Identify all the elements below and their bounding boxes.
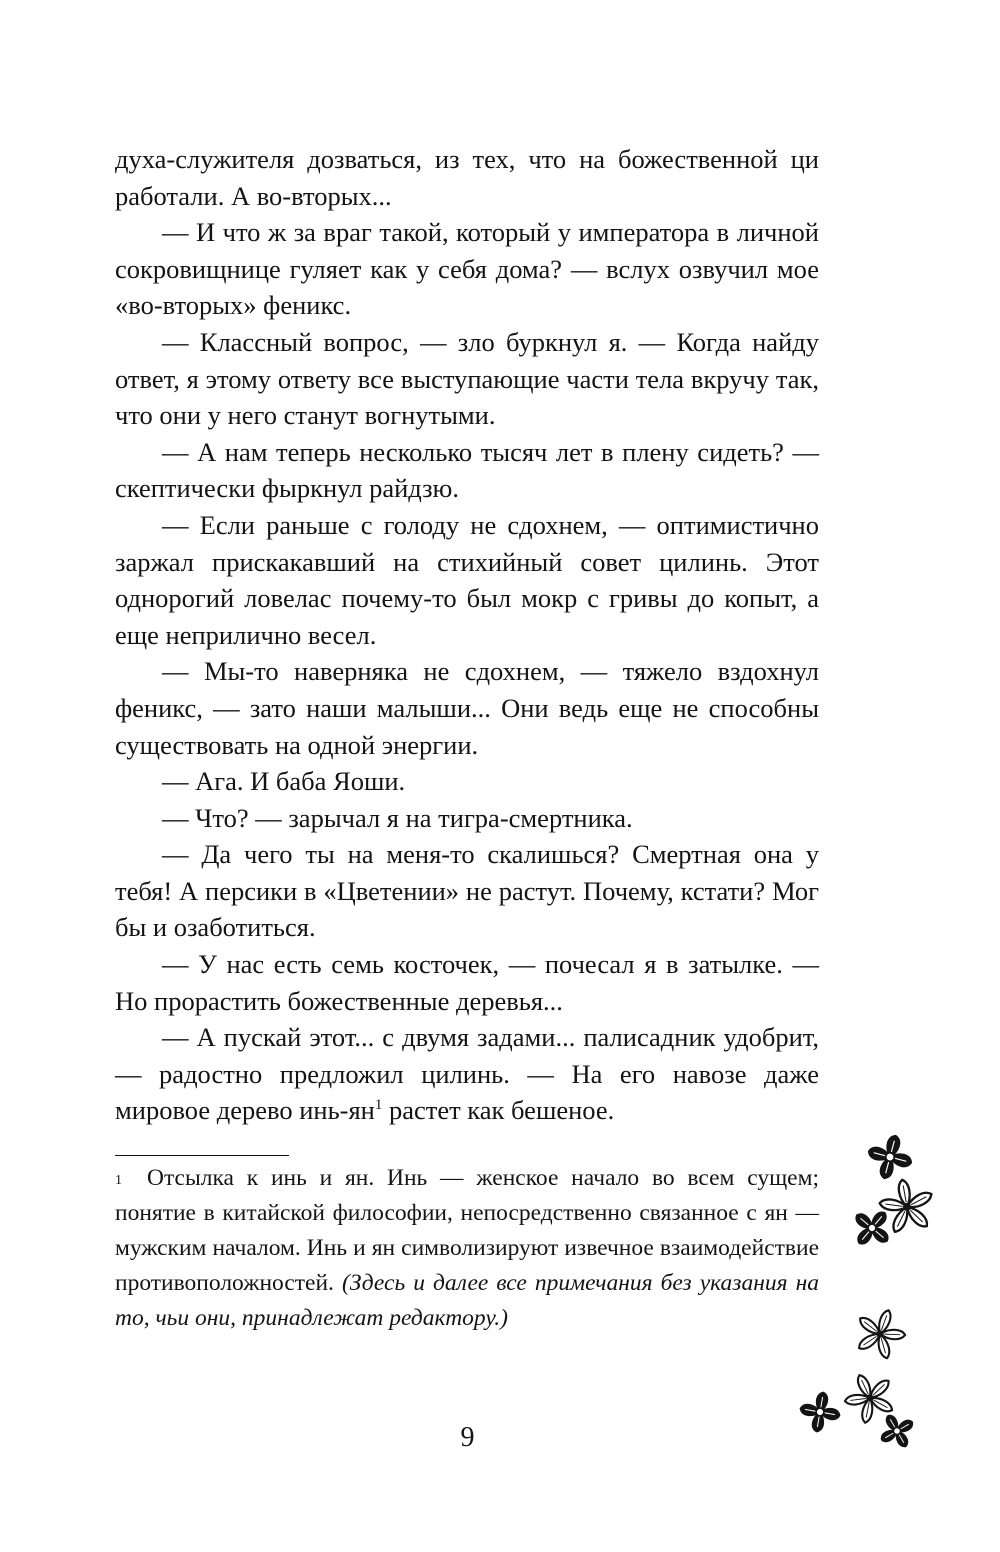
footnote-ref: 1 bbox=[374, 1097, 383, 1114]
flower-icon bbox=[848, 1302, 912, 1365]
footnote-italic-note: (Здесь и далее все примечания без указания на то, чьи они, принадлежат редактору.) bbox=[115, 1270, 819, 1331]
main-text bbox=[115, 141, 819, 1129]
flower-icon bbox=[875, 1175, 939, 1237]
paragraph: — Да чего ты на меня-то скалишься? Смертная она у тебя! А персики в «Цветении» не растут. Почему, кстати? Мог бы и озаботиться. bbox=[115, 839, 819, 943]
paragraph: — Классный вопрос, — зло буркнул я. — Когда найду ответ, я этому ответу все выступающие части тела вкручу так, что они у него станут вогнутыми. bbox=[115, 326, 819, 431]
paragraph-text: — А пускай этот... с двумя задами... палисадник удобрит, — радостно предложил цилинь. — На его навозе даже мировое дерево инь-ян bbox=[115, 1022, 819, 1126]
paragraph: — Если раньше с голоду не сдохнем, — оптимистично заржал прискакавший на стихийный совет цилинь. Этот однорогий ловелас почему-то был мокр с гривы до копыт, а еще неприлично весел. bbox=[115, 509, 819, 650]
paragraph-text-end: растет как бешеное. bbox=[382, 1095, 615, 1126]
page-number: 9 bbox=[460, 1422, 475, 1453]
paragraph: — Мы-то наверняка не сдохнем, — тяжело вздохнул феникс, — зато наши малыши... Они ведь еще не способны существовать на одной энергии. bbox=[115, 656, 819, 760]
flower-icon bbox=[863, 1130, 917, 1184]
footnote-text: Отсылка к инь и ян. Инь — женское начало во всем сущем; понятие в китайской философии, непосредственно связанное с ян — мужским началом. Инь и ян символизируют извечное взаимодействие противоположностей. bbox=[115, 1165, 819, 1296]
footnote-body bbox=[115, 1161, 819, 1336]
paragraph: — А нам теперь несколько тысяч лет в плену сидеть? — скептически фыркнул райдзю. bbox=[115, 436, 819, 504]
paragraph: — У нас есть семь косточек, — почесал я в затылке. — Но прорастить божественные деревья... bbox=[115, 949, 819, 1016]
paragraph: — Ага. И баба Яоши. bbox=[162, 766, 406, 797]
footnote bbox=[115, 1161, 819, 1336]
paragraph-with-footnote-ref bbox=[115, 1019, 819, 1129]
paragraph: духа-служителя дозваться, из тех, что на божественной ци работали. А во-вторых... bbox=[115, 144, 819, 211]
paragraph: — Что? — зарычал я на тигра-смертника. bbox=[162, 802, 633, 833]
footnote-number: 1 bbox=[115, 1173, 122, 1188]
footnote-separator bbox=[115, 1155, 289, 1156]
paragraph: — И что ж за враг такой, который у императора в личной сокровищнице гуляет как у себя дома? — вслух озвучил мое «во-вторых» феникс. bbox=[115, 217, 819, 321]
flower-icon bbox=[844, 1200, 900, 1256]
